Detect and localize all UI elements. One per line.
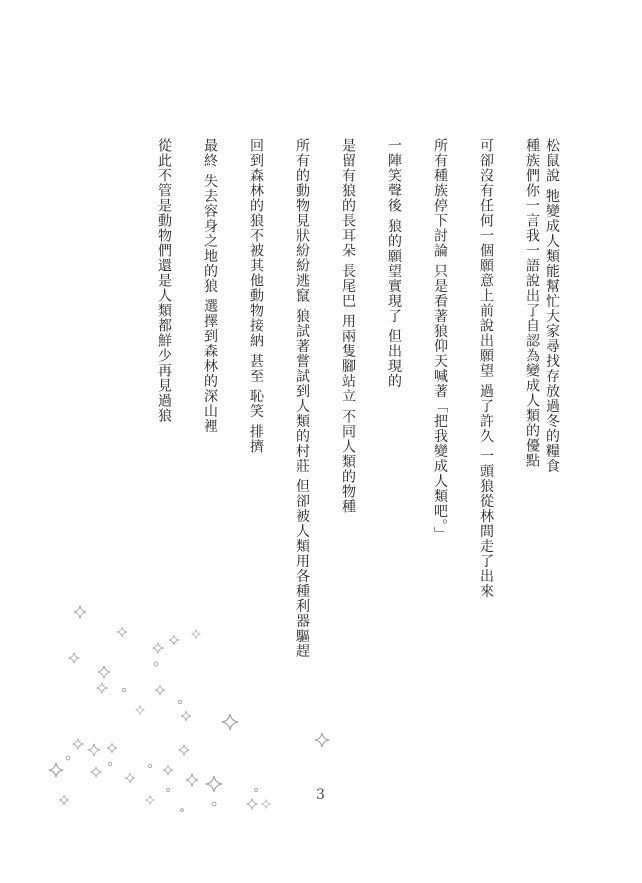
story-line: 所有種族停下討論 只是看著狼仰天喊著「把我變成人類吧。」 bbox=[432, 138, 448, 542]
story-line: 最終 失去容身之地的狼 選擇到森林的深山裡 bbox=[202, 138, 218, 434]
story-line: 種族們你一言我一語說出了自認為變成人類的優點 bbox=[524, 138, 540, 468]
story-line: 所有的動物見狀紛紛逃竄 狼試著嘗試到人類的村莊 但卻被人類用各種利器驅趕 bbox=[294, 138, 310, 659]
story-line: 從此不管是動物們還是人類都鮮少再見過狼 bbox=[156, 138, 172, 423]
story-line: 可卻沒有任何一個願意上前說出願望 過了許久 一頭狼從林間走了出來 bbox=[478, 138, 494, 599]
story-line: 一陣笑聲後 狼的願望實現了 但出現的 bbox=[386, 138, 402, 389]
story-line: 是留有狼的長耳朵 長尾巴 用兩隻腳站立 不同人類的物種 bbox=[340, 138, 356, 515]
story-line: 回到森林的狼不被其他動物接納 甚至 恥笑 排擠 bbox=[248, 138, 264, 455]
story-line: 松鼠說 牠變成人類能幫忙大家尋找存放過冬的糧食 bbox=[544, 138, 560, 474]
page-number: 3 bbox=[316, 787, 325, 803]
